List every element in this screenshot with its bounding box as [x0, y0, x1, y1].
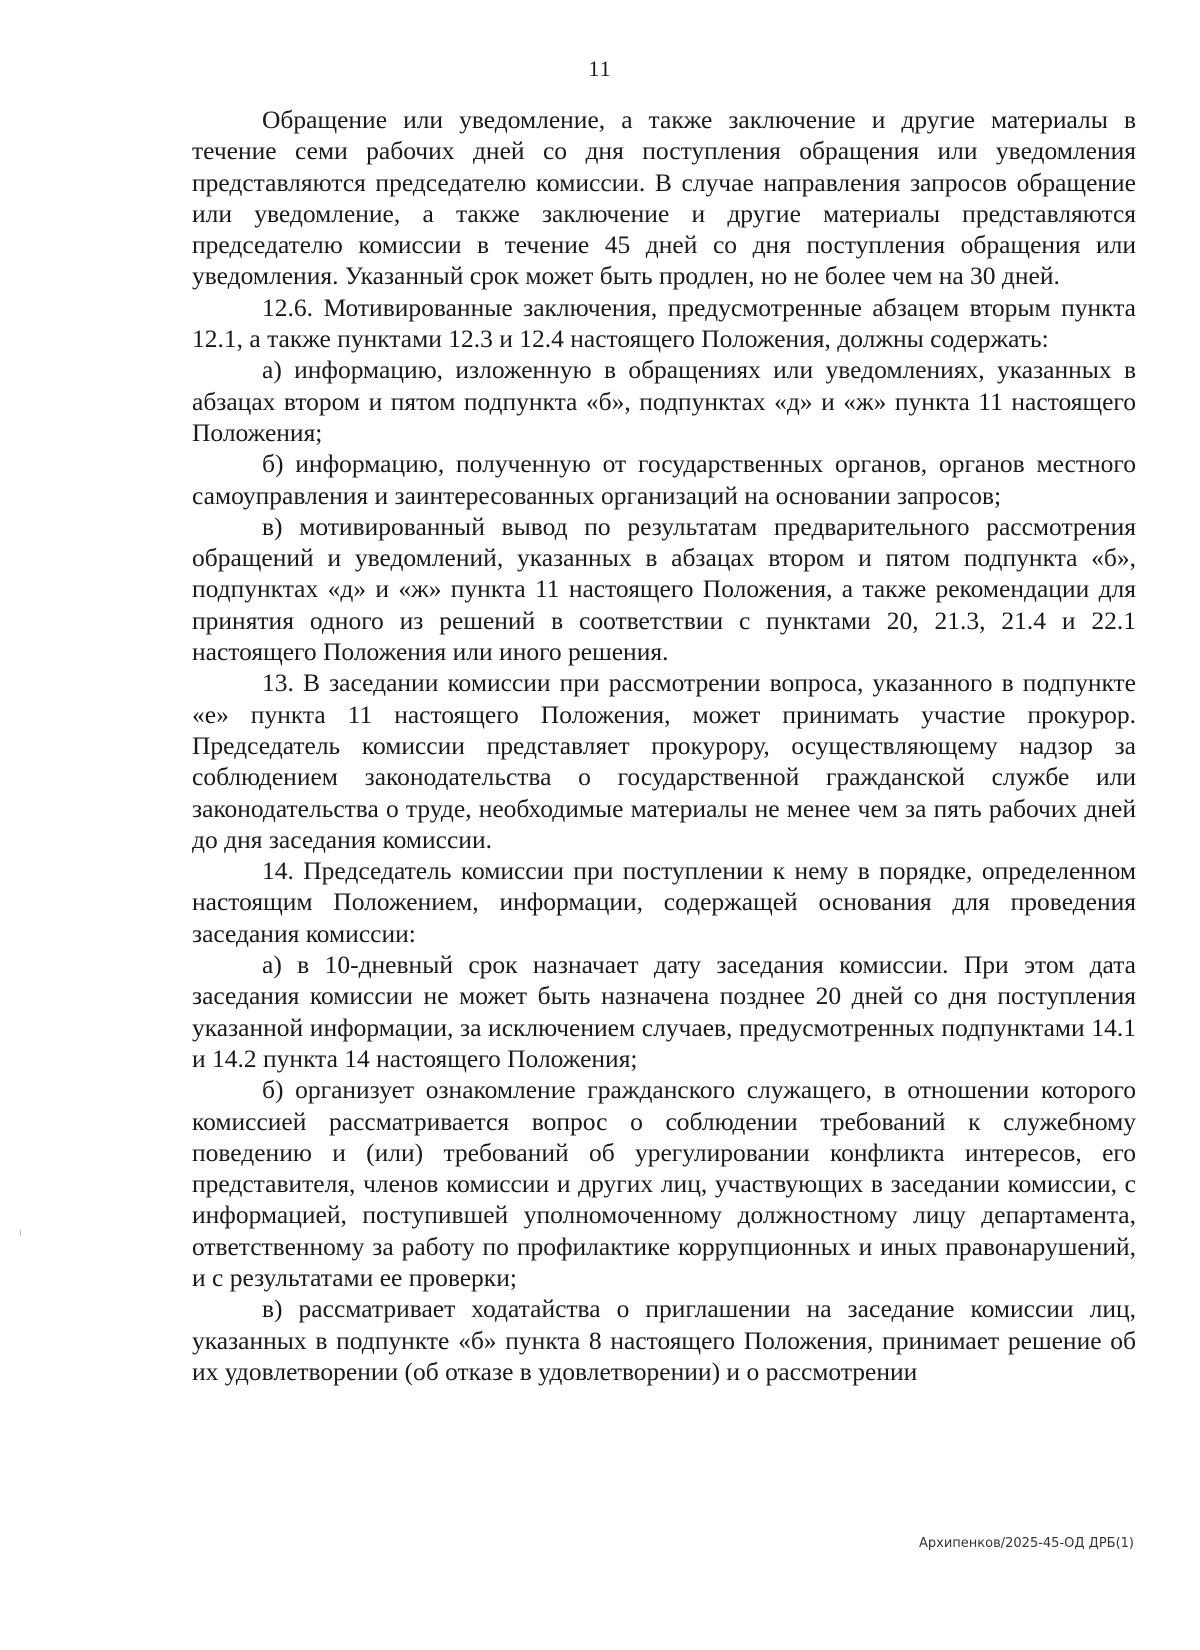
document-reference: Архипенков/2025-45-ОД ДРБ(1) [919, 1536, 1134, 1551]
paragraph-12-6: 12.6. Мотивированные заключения, предусмотренные абзацем вторым пункта 12.1, а также пунктами 12.3 и 12.4 настоящего Положения, должны содержать: [192, 292, 1136, 354]
paragraph-materials-deadline: Обращение или уведомление, а также заключение и другие материалы в течение семи рабочих дней со дня поступления обращения или уведомления представляются председателю комиссии. В случае направления запросов обращение или уведомление, а также заключение и другие материалы представляются председателю комиссии в течение 45 дней со дня поступления обращения или уведомления. Указанный срок может быть продлен, но не более чем на 30 дней. [192, 105, 1136, 291]
paragraph-12-6-b: б) информацию, полученную от государственных органов, органов местного самоуправления и заинтересованных организаций на основании запросов; [192, 449, 1136, 510]
paragraph-14-a: а) в 10-дневный срок назначает дату заседания комиссии. При этом дата заседания комиссии не может быть назначена позднее 20 дней со дня поступления указанной информации, за исключением случаев, предусмотренных подпунктами 14.1 и 14.2 пункта 14 настоящего Положения; [192, 950, 1136, 1073]
paragraph-14-b: б) организует ознакомление гражданского служащего, в отношении которого комиссией рассматривается вопрос о соблюдении требований к служебному поведению и (или) требований об урегулировании конфликта интересов, его представителя, членов комиссии и других лиц, участвующих в заседании комиссии, с информацией, поступившей уполномоченному должностному лицу департамента, ответственному за работу по профилактике коррупционных и иных правонарушений, и с результатами ее проверки; [192, 1075, 1136, 1292]
scan-edge-mark [20, 1230, 21, 1236]
page-number: 11 [588, 56, 612, 81]
paragraph-14-c: в) рассматривает ходатайства о приглашении на заседание комиссии лиц, указанных в подпункте «б» пункта 8 настоящего Положения, принимает решение об их удовлетворении (об отказе в удовлетворении) и о рассмотрении [192, 1294, 1136, 1386]
paragraph-14: 14. Председатель комиссии при поступлении к нему в порядке, определенном настоящим Положением, информации, содержащей основания для проведения заседания комиссии: [192, 856, 1136, 948]
paragraph-13: 13. В заседании комиссии при рассмотрении вопроса, указанного в подпункте «е» пункта 11 настоящего Положения, может принимать участие прокурор. Председатель комиссии представляет прокурору, осуществляющему надзор за соблюдением законодательства о государственной гражданской службе или законодательства о труде, необходимые материалы не менее чем за пять рабочих дней до дня заседания комиссии. [192, 668, 1136, 854]
document-body [192, 104, 1136, 1387]
paragraph-12-6-a: а) информацию, изложенную в обращениях или уведомлениях, указанных в абзацах втором и пятом подпункта «б», подпунктах «д» и «ж» пункта 11 настоящего Положения; [192, 355, 1136, 447]
paragraph-12-6-c: в) мотивированный вывод по результатам предварительного рассмотрения обращений и уведомлений, указанных в абзацах втором и пятом подпункта «б», подпунктах «д» и «ж» пункта 11 настоящего Положения, а также рекомендации для принятия одного из решений в соответствии с пунктами 20, 21.3, 21.4 и 22.1 настоящего Положения или иного решения. [192, 511, 1136, 667]
